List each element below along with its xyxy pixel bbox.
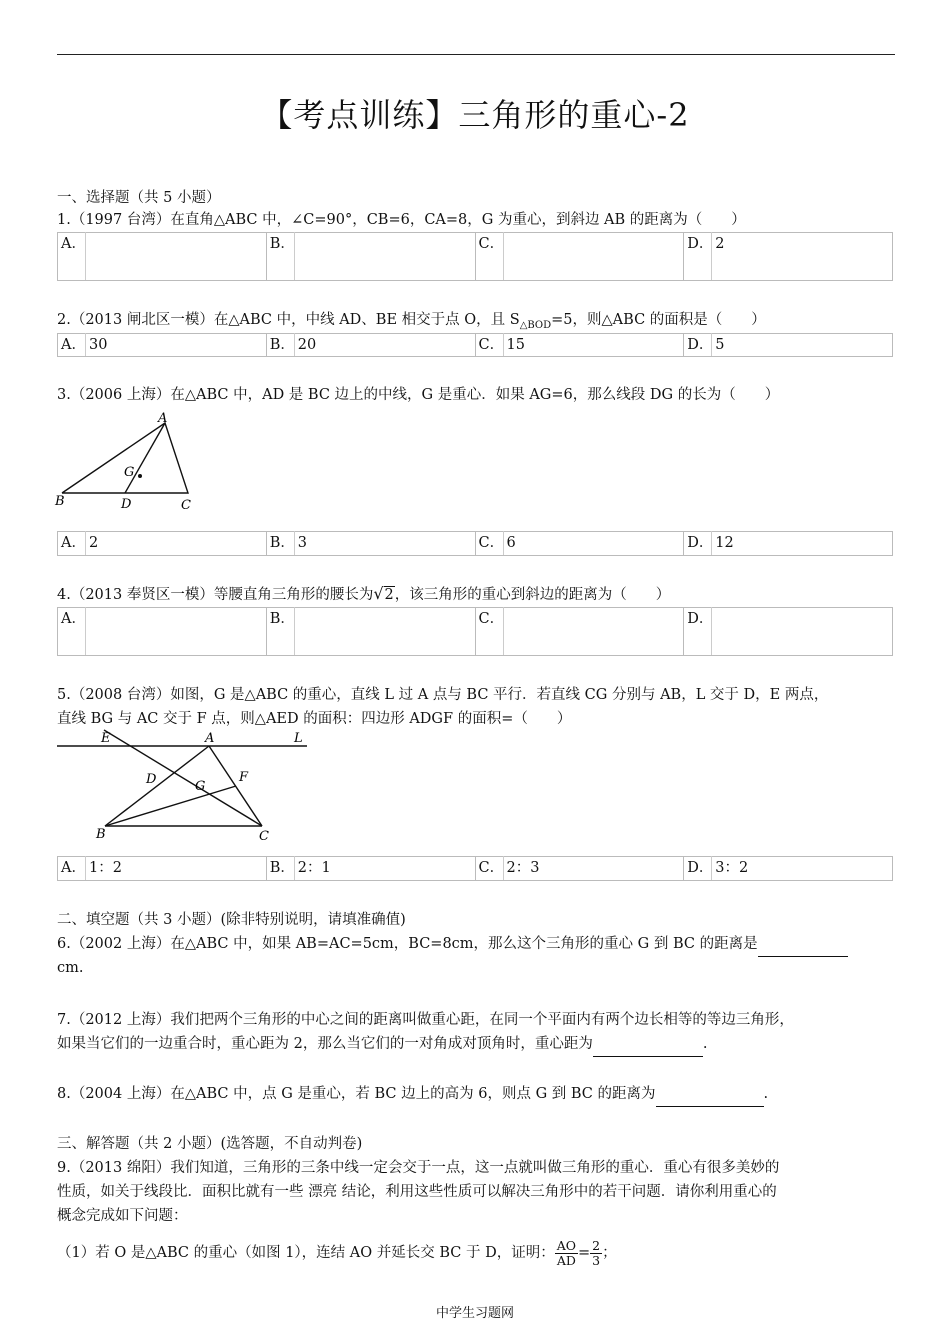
q3-option-b-label[interactable]: B．	[266, 532, 294, 556]
question-4-text	[57, 582, 670, 607]
q4-option-c-label[interactable]: C．	[475, 608, 503, 656]
question-6-line-2: cm.	[57, 960, 84, 976]
q9-frac-numerator: AO	[556, 1237, 576, 1253]
question-3-text: 3.（2006 上海）在△ABC 中，AD 是 BC 边上的中线，G 是重心．如果 AG=6，那么线段 DG 的长为（ ）	[57, 387, 780, 403]
question-9-line-1: 9.（2013 绵阳）我们知道，三角形的三条中线一定会交于一点，这一点就叫做三角形的重心．重心有很多美妙的	[57, 1160, 780, 1176]
question-3-options	[57, 531, 893, 556]
question-9-part-1	[57, 1236, 617, 1270]
question-8-line	[57, 1082, 768, 1107]
question-2-options	[57, 333, 893, 357]
question-7-line-1: 7.（2012 上海）我们把两个三角形的中心之间的距离叫做重心距，在同一个平面内有两个边长相等的等边三角形，	[57, 1012, 794, 1028]
question-6-line-1	[57, 932, 848, 957]
q2-text-pre: 2.（2013 闸北区一模）在△ABC 中，中线 AD、BE 相交于点 O，且 S	[57, 312, 520, 328]
q3-label-b: B	[55, 494, 65, 509]
q5-label-l: L	[294, 731, 303, 746]
q3-option-d-value: 12	[712, 532, 893, 556]
q1-option-d-label[interactable]: D．	[684, 233, 712, 281]
q8-answer-blank[interactable]	[656, 1082, 764, 1107]
question-1-options	[57, 232, 893, 281]
page-title: 【考点训练】三角形的重心-2	[260, 96, 690, 134]
question-5-line-1: 5.（2008 台湾）如图，G 是△ABC 的重心，直线 L 过 A 点与 BC 平行．若直线 CG 分别与 AB，L 交于 D，E 两点，	[57, 687, 829, 703]
q9-frac2-denominator: 3	[592, 1252, 601, 1268]
q4-option-d-label[interactable]: D．	[684, 608, 712, 656]
q9-part1-end: ；	[602, 1245, 617, 1261]
q8-end: .	[763, 1086, 769, 1102]
q4-option-c-value	[503, 608, 684, 656]
q3-median-ad	[125, 423, 165, 493]
q3-label-a: A	[158, 411, 168, 426]
q2-option-a-label[interactable]: A．	[58, 334, 86, 357]
section-fill-heading: 二、填空题（共 3 小题）(除非特别说明，请填准确值)	[57, 912, 406, 928]
question-4-options	[57, 607, 893, 656]
question-9-line-3: 概念完成如下问题：	[57, 1208, 188, 1224]
q2-option-d-value: 5	[712, 334, 893, 357]
q5-side-ab	[105, 746, 209, 826]
q3-point-g	[138, 474, 142, 478]
q1-option-b-label[interactable]: B．	[266, 233, 294, 281]
q5-label-d: D	[146, 772, 157, 787]
q7-end: .	[702, 1036, 708, 1052]
page-footer: 中学生习题网	[435, 1306, 514, 1321]
q5-option-d-value: 3：2	[712, 857, 893, 881]
q3-option-a-value: 2	[86, 532, 267, 556]
q3-option-c-label[interactable]: C．	[475, 532, 503, 556]
q2-option-a-value: 30	[86, 334, 267, 357]
q5-label-f: F	[239, 770, 249, 785]
q4-option-d-value	[712, 608, 893, 656]
q9-fraction-ao-ad	[555, 1239, 578, 1268]
q1-option-b-value	[294, 233, 475, 281]
q8-text: 8.（2004 上海）在△ABC 中，点 G 是重心，若 BC 边上的高为 6，则点 G 到 BC 的距离为	[57, 1086, 656, 1102]
q9-part1-text: （1）若 O 是△ABC 的重心（如图 1），连结 AO 并延长交 BC 于 D，证明：	[57, 1245, 555, 1261]
q6-answer-blank[interactable]	[758, 932, 848, 957]
q1-option-c-label[interactable]: C．	[475, 233, 503, 281]
q4-option-a-value	[86, 608, 267, 656]
q9-frac2-numerator: 2	[592, 1237, 601, 1253]
header-rule	[57, 54, 895, 55]
q9-fraction-2-3	[590, 1239, 602, 1268]
section-choice-heading: 一、选择题（共 5 小题）	[57, 190, 221, 206]
question-7-line-2	[57, 1032, 707, 1057]
q9-frac-denominator: AD	[556, 1252, 576, 1268]
q5-label-a: A	[205, 731, 215, 746]
q5-option-c-label[interactable]: C．	[475, 857, 503, 881]
q2-option-d-label[interactable]: D．	[684, 334, 712, 357]
question-9-line-2: 性质，如关于线段比．面积比就有一些 漂亮 结论，利用这些性质可以解决三角形中的若干问题．请你利用重心的	[57, 1184, 777, 1200]
q3-option-a-label[interactable]: A．	[58, 532, 86, 556]
q5-option-b-label[interactable]: B．	[266, 857, 294, 881]
q3-triangle-figure	[52, 410, 212, 516]
q2-option-c-value: 15	[503, 334, 684, 357]
q5-line-bf	[105, 786, 236, 826]
question-1-text: 1.（1997 台湾）在直角△ABC 中，∠C=90°，CB=6，CA=8，G 为重心，到斜边 AB 的距离为（ ）	[57, 212, 746, 228]
q7-answer-blank[interactable]	[593, 1032, 703, 1057]
q5-label-b: B	[96, 827, 106, 842]
q3-label-g: G	[124, 465, 135, 480]
q5-figure	[52, 728, 314, 844]
q1-option-a-label[interactable]: A．	[58, 233, 86, 281]
q5-label-c: C	[259, 829, 269, 844]
q2-text-post: =5，则△ABC 的面积是（ ）	[551, 312, 766, 328]
q4-option-a-label[interactable]: A．	[58, 608, 86, 656]
q2-option-c-label[interactable]: C．	[475, 334, 503, 357]
question-5-options	[57, 856, 893, 881]
q5-option-c-value: 2：3	[503, 857, 684, 881]
q3-option-d-label[interactable]: D．	[684, 532, 712, 556]
q5-option-a-value: 1：2	[86, 857, 267, 881]
q5-option-a-label[interactable]: A．	[58, 857, 86, 881]
q5-option-b-value: 2：1	[294, 857, 475, 881]
question-5-line-2: 直线 BG 与 AC 交于 F 点，则△AED 的面积：四边形 ADGF 的面积=（ ）	[57, 711, 572, 727]
q2-option-b-value: 20	[294, 334, 475, 357]
q2-option-b-label[interactable]: B．	[266, 334, 294, 357]
q4-text-post: ，该三角形的重心到斜边的距离为（ ）	[394, 587, 671, 603]
section-solve-heading: 三、解答题（共 2 小题）(选答题，不自动判卷)	[57, 1136, 363, 1152]
q5-option-d-label[interactable]: D．	[684, 857, 712, 881]
q4-option-b-label[interactable]: B．	[266, 608, 294, 656]
q3-label-d: D	[121, 497, 132, 512]
q3-option-b-value: 3	[294, 532, 475, 556]
q1-option-d-value: 2	[712, 233, 893, 281]
q1-option-c-value	[503, 233, 684, 281]
q5-label-g: G	[195, 779, 206, 794]
q4-text-pre: 4.（2013 奉贤区一模）等腰直角三角形的腰长为	[57, 587, 374, 603]
sqrt-icon: √	[373, 584, 384, 603]
q9-equals: =	[578, 1245, 591, 1261]
q5-label-e: E	[101, 731, 111, 746]
q2-text-sub: △BOD	[519, 319, 552, 331]
q4-radicand: 2	[384, 587, 394, 603]
q3-option-c-value: 6	[503, 532, 684, 556]
q1-option-a-value	[86, 233, 267, 281]
q7-text: 如果当它们的一边重合时，重心距为 2，那么当它们的一对角成对顶角时，重心距为	[57, 1036, 593, 1052]
q3-triangle-abc	[62, 423, 188, 493]
q3-label-c: C	[181, 498, 191, 513]
q4-option-b-value	[294, 608, 475, 656]
q6-text: 6.（2002 上海）在△ABC 中，如果 AB=AC=5cm，BC=8cm，那么这个三角形的重心 G 到 BC 的距离是	[57, 936, 758, 952]
